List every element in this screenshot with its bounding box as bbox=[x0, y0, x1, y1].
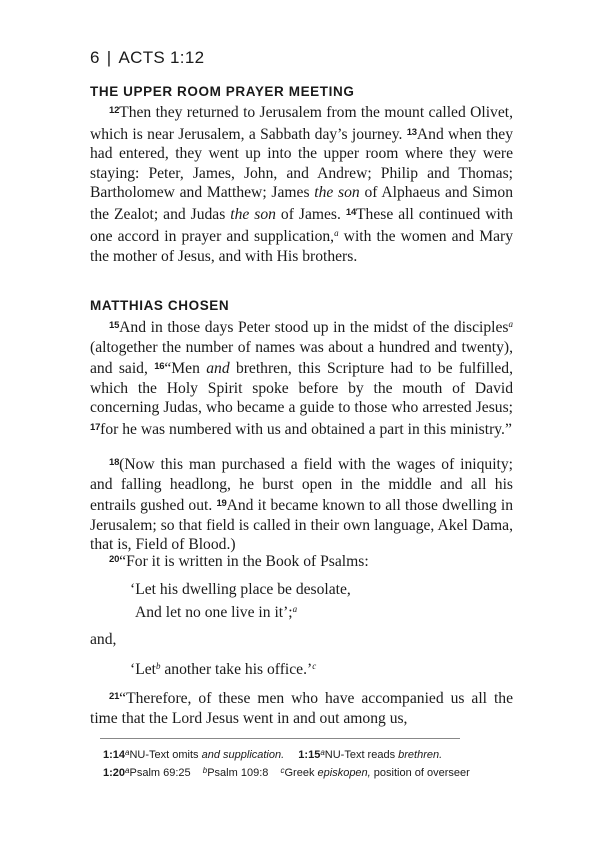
footnote-ref: 1:15 bbox=[298, 749, 321, 761]
paragraph-verses-18-19 bbox=[90, 453, 513, 555]
verse-15-text-a: And in those days Peter stood up in the midst of the disciples bbox=[119, 319, 509, 336]
footnote-line-2 bbox=[103, 763, 503, 781]
footnote-text: Psalm 109:8 bbox=[207, 767, 269, 779]
footnote-marker: c bbox=[312, 661, 317, 671]
verse-number-16: 16 bbox=[154, 361, 165, 372]
paragraph-verses-12-14 bbox=[90, 101, 513, 266]
verse-13-italic-1: the son bbox=[314, 184, 360, 201]
paragraph-verses-15-17 bbox=[90, 315, 513, 439]
footnote-marker: a bbox=[508, 319, 513, 329]
verse-16-italic: and bbox=[206, 360, 230, 377]
verse-16-text-a: “Men bbox=[164, 360, 207, 377]
footnote-text: position of overseer bbox=[370, 767, 470, 779]
footnote-ref: 1:20 bbox=[103, 767, 126, 779]
verse-20-text: “For it is written in the Book of Psalms: bbox=[119, 553, 369, 570]
footnote-marker: a bbox=[334, 228, 339, 238]
footnote-divider bbox=[100, 738, 460, 739]
poetry-line-2 bbox=[130, 600, 351, 623]
footnote-letter: a bbox=[320, 748, 325, 757]
footnote-marker: a bbox=[292, 603, 298, 614]
verse-number-14: 14 bbox=[345, 206, 357, 218]
footnote-marker: b bbox=[155, 661, 161, 671]
section-heading-upper-room: THE UPPER ROOM PRAYER MEETING bbox=[90, 84, 355, 99]
verse-number-17: 17 bbox=[90, 421, 101, 433]
verse-13-italic-2: the son bbox=[230, 205, 276, 223]
footnote-text: Greek bbox=[284, 767, 318, 779]
poetry-line-text: And let no one live in it’; bbox=[135, 603, 293, 621]
verse-13-text-b: of Alphaeus and Simon the Zealot; and Judas bbox=[90, 184, 513, 223]
verse-number-21: 21 bbox=[109, 691, 120, 702]
chapter-reference: ACTS 1:12 bbox=[118, 48, 205, 67]
verse-12-text: Then they returned to Jerusalem from the mount called Olivet, which is near Jerusalem, a Sabbath day’s journey. bbox=[90, 104, 513, 143]
verse-14-text-a: These all continued with one accord in prayer and supplication, bbox=[90, 205, 513, 245]
verse-21-text: “Therefore, of these men who have accompanied us all the time that the Lord Jesus went in and out among us, bbox=[90, 690, 513, 727]
paragraph-verse-20 bbox=[90, 550, 513, 572]
poetry-quote-1 bbox=[130, 580, 351, 622]
footnotes bbox=[103, 745, 503, 781]
verse-18-text: (Now this man purchased a field with the wages of iniquity; and falling headlong, he burst open in the middle and all his entrails gushed out. bbox=[90, 456, 513, 514]
verse-number-20: 20 bbox=[109, 554, 120, 565]
verse-19-text: And it became known to all those dwelling in Jerusalem; so that field is called in their own language, Akel Dama, that is, Field of Blood.) bbox=[90, 497, 513, 553]
verse-number-13: 13 bbox=[406, 126, 417, 138]
verse-14-text-b: with the women and Mary the mother of Jesus, and with His brothers. bbox=[90, 228, 513, 265]
footnote-letter: b bbox=[202, 766, 208, 775]
footnote-letter: a bbox=[125, 766, 130, 775]
footnote-italic: and supplication. bbox=[201, 749, 285, 761]
section-heading-matthias: MATTHIAS CHOSEN bbox=[90, 298, 230, 313]
footnote-letter: a bbox=[125, 748, 130, 757]
footnote-letter: c bbox=[280, 766, 285, 775]
poetry-line bbox=[130, 657, 316, 680]
verse-13-text-c: of James. bbox=[275, 205, 346, 223]
running-head bbox=[90, 48, 204, 68]
verse-number-18: 18 bbox=[109, 457, 120, 468]
footnote-text: Psalm 69:25 bbox=[129, 767, 191, 779]
footnote-italic: episkopen, bbox=[317, 767, 371, 779]
verse-13-text-a: And when they had entered, they went up into the upper room where they were staying: Peter, James, John, and Andrew; Philip and Thomas; Bartholomew and Matthew; James bbox=[90, 125, 514, 201]
verse-number-12: 12 bbox=[109, 105, 120, 116]
poetry-line: ‘Let his dwelling place be desolate, bbox=[130, 581, 351, 598]
page-number: 6 bbox=[90, 48, 100, 67]
footnote-text: NU-Text reads bbox=[324, 749, 399, 761]
verse-16-text-b: brethren, this Scripture had to be fulfilled, which the Holy Spirit spoke before by the mouth of David concerning Judas, who became a guide to those who arrested Jesus; bbox=[90, 360, 513, 416]
verse-number-19: 19 bbox=[216, 498, 227, 509]
verse-17-text: for he was numbered with us and obtained a part in this ministry.” bbox=[100, 420, 512, 438]
connector-and: and, bbox=[90, 631, 117, 648]
verse-number-15: 15 bbox=[109, 320, 120, 331]
poetry-quote-2 bbox=[130, 657, 316, 680]
verse-15-text-b: (altogether the number of names was about a hundred and twenty), and said, bbox=[90, 338, 513, 377]
footnote-ref: 1:14 bbox=[103, 749, 126, 761]
footnote-line-1 bbox=[103, 745, 503, 763]
footnote-italic: brethren. bbox=[398, 749, 443, 761]
separator: | bbox=[106, 48, 112, 67]
poetry-text-a: ‘Let bbox=[130, 661, 156, 678]
paragraph-verse-21 bbox=[90, 687, 513, 728]
poetry-text-b: another take his office.’ bbox=[160, 661, 313, 678]
footnote-text: NU-Text omits bbox=[129, 749, 202, 761]
